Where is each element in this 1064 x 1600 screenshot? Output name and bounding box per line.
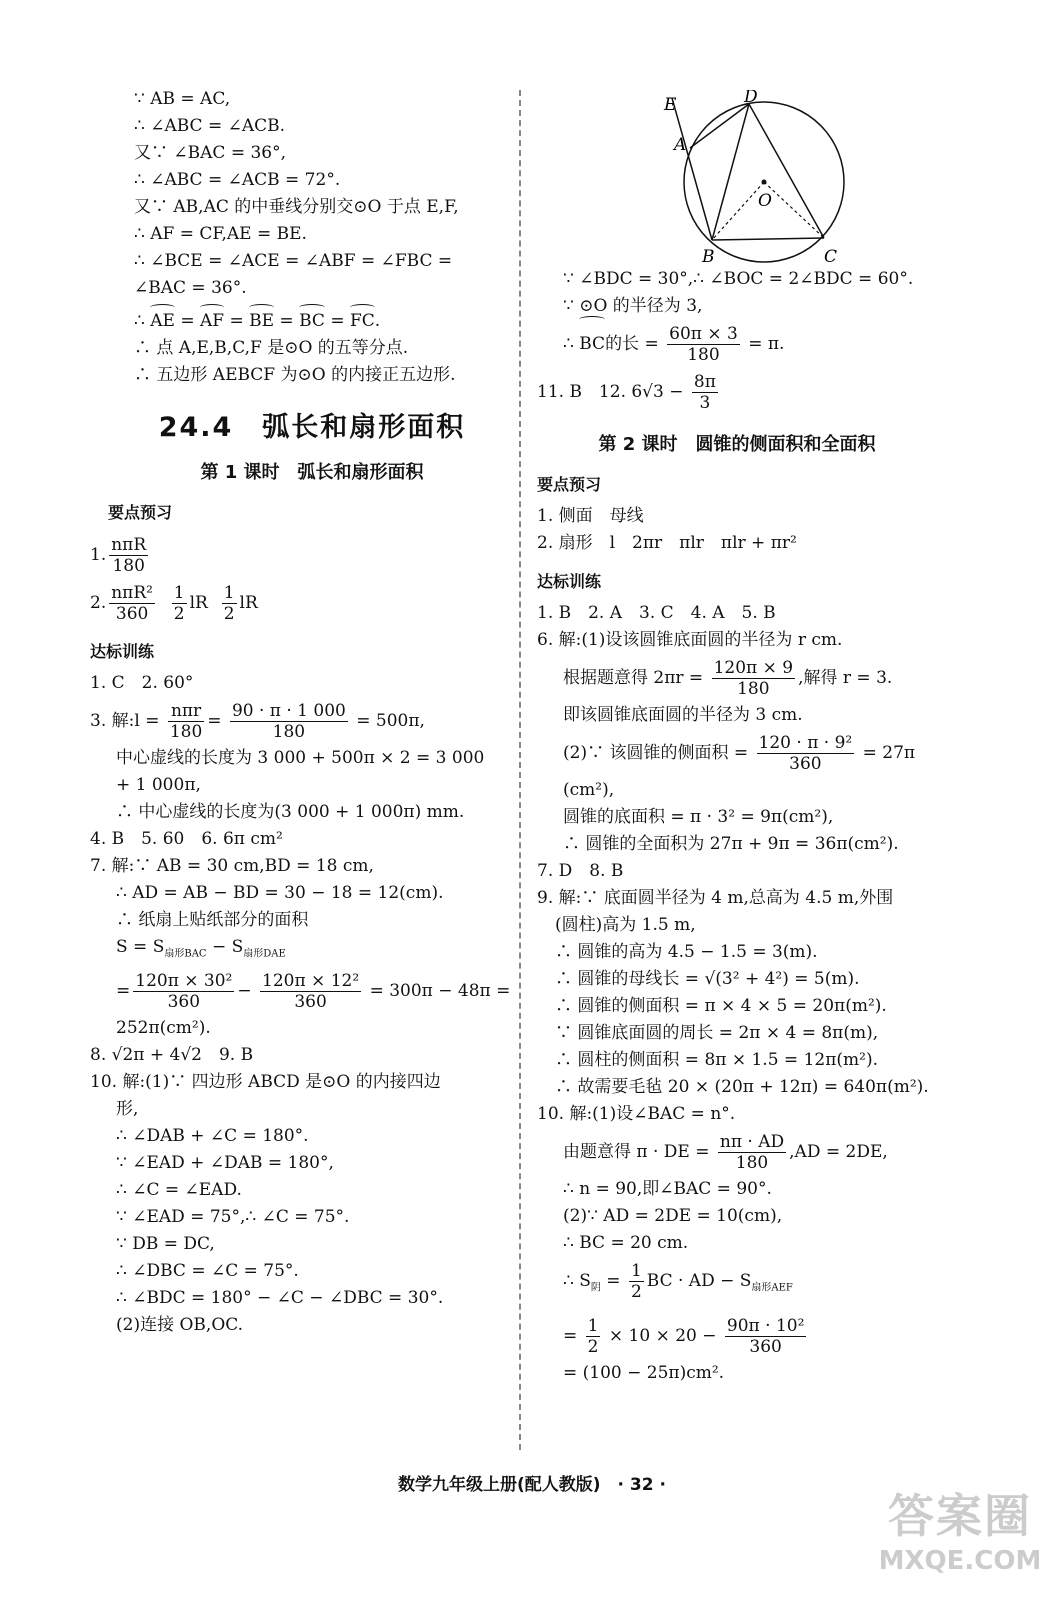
numerator: 120π × 12²	[262, 971, 360, 992]
text: ,解得 r = 3.	[798, 668, 893, 688]
text-line: 中心虚线的长度为 3 000 + 500π × 2 = 3 000	[116, 748, 485, 768]
text-line: ∵ 圆锥底面圆的周长 = 2π × 4 = 8π(m),	[555, 1023, 879, 1043]
answer-line: 7. 解:∵ AB = 30 cm,BD = 18 cm,	[90, 856, 374, 876]
text-line: = (100 − 25π)cm².	[563, 1363, 725, 1384]
text: 11. B 12. 6√3 −	[537, 382, 684, 402]
text: 的长 =	[605, 334, 659, 354]
denominator: 2	[630, 1282, 642, 1302]
numerator: 60π × 3	[669, 324, 738, 344]
arc-bc: BC	[299, 308, 325, 335]
text-line: 10. 解:(1)设∠BAC = n°.	[537, 1104, 736, 1124]
text-line: 252π(cm²).	[116, 1018, 211, 1039]
denominator: 360	[115, 604, 149, 624]
text: = 500π,	[356, 711, 425, 731]
circle-figure	[652, 90, 912, 266]
text: =	[600, 1271, 621, 1291]
fraction	[718, 1132, 786, 1173]
fraction	[109, 583, 155, 624]
numerator: 120π × 9	[713, 658, 794, 678]
arc-fc: FC	[350, 308, 375, 335]
center-point	[762, 180, 767, 185]
subscript: 阴	[590, 1282, 601, 1294]
text-line: ∴ ∠DAB + ∠C = 180°.	[116, 1126, 309, 1147]
heading-training: 达标训练	[90, 642, 155, 661]
arc-equality-line: ∴ AE = AF = BE = BC = FC.	[116, 308, 508, 335]
line-bc	[712, 238, 824, 240]
term: lR	[239, 593, 258, 613]
arc-length-line	[537, 320, 937, 368]
answer-11-12	[537, 368, 937, 416]
text-line: ∴ AF = CF,AE = BE.	[134, 224, 307, 244]
denominator: 180	[112, 556, 145, 576]
numerator: 1	[223, 583, 235, 603]
heading-training: 达标训练	[537, 572, 602, 591]
text-line: 形,	[116, 1099, 139, 1120]
denominator: 2	[223, 604, 235, 624]
left-column	[90, 86, 511, 1339]
numerator: 120 · π · 9²	[758, 733, 853, 753]
denominator: 180	[272, 722, 306, 742]
text-line: ∵ DB = DC,	[116, 1234, 215, 1255]
numerator: nπr	[168, 701, 204, 722]
text-line: ∴ 圆锥的全面积为 27π + 9π = 36π(cm²).	[563, 834, 899, 854]
numerator: 1	[630, 1261, 642, 1281]
denominator: 360	[294, 992, 327, 1013]
therefore-symbol: ∴	[134, 311, 145, 331]
text-line: + 1 000π,	[116, 775, 201, 795]
text-line: ∵ ∠EAD + ∠DAB = 180°,	[116, 1153, 334, 1174]
text-line: ∠BAC = 36°.	[134, 278, 247, 298]
fraction-half	[172, 583, 187, 624]
fraction	[692, 372, 718, 413]
numerator: 90π · 10²	[726, 1316, 805, 1337]
equation-line	[537, 729, 937, 777]
text-line: ∴ ∠BCE = ∠ACE = ∠ABF = ∠FBC =	[134, 251, 453, 271]
text-line: ∵ ∠EAD = 75°,∴ ∠C = 75°.	[116, 1207, 350, 1228]
answer-line: 4. B 5. 60 6. 6π cm²	[90, 829, 283, 849]
text-line: ∴ ∠C = ∠EAD.	[116, 1180, 242, 1201]
equation-line	[537, 654, 937, 702]
text: ∴ S	[563, 1271, 591, 1291]
text-line: (圆柱)高为 1.5 m,	[555, 915, 696, 935]
fraction	[230, 701, 348, 742]
text: =	[563, 1326, 578, 1347]
text-line: ∵ ⊙O 的半径为 3,	[563, 296, 703, 316]
text-line: ∴ n = 90,即∠BAC = 90°.	[563, 1179, 772, 1199]
label-a: A	[674, 135, 687, 155]
fraction	[757, 733, 855, 774]
arc-ae: AE	[150, 308, 175, 335]
label-o: O	[758, 191, 772, 211]
denominator: 180	[169, 722, 203, 742]
item-label: 1.	[90, 545, 107, 565]
text-line: 圆锥的底面积 = π · 3² = 9π(cm²),	[563, 807, 834, 827]
right-column	[537, 86, 937, 1387]
text-line: (2)连接 OB,OC.	[116, 1315, 244, 1336]
text-line: 1. B 2. A 3. C 4. A 5. B	[537, 603, 776, 623]
denominator: 2	[587, 1337, 599, 1358]
text-line: ∴ 圆柱的侧面积 = 8π × 1.5 = 12π(m²).	[555, 1050, 878, 1070]
text-line: ∴ ∠ABC = ∠ACB.	[134, 116, 286, 136]
answer-3: 3. 解:l = $\frac{\text{nπr}}{180}$ = $\frac{90 \cdot \pi \cdot 1 000}{180}$ = 500π,	[90, 701, 425, 742]
subscript: 扇形DAE	[243, 948, 286, 960]
text-line: 又∵ AB,AC 的中垂线分别交⊙O 于点 E,F,	[134, 197, 459, 217]
subscript: 扇形BAC	[164, 948, 207, 960]
fraction-half	[222, 583, 237, 624]
denominator: 180	[737, 679, 770, 699]
answer-line: 1. C 2. 60°	[90, 673, 194, 693]
fraction	[109, 535, 148, 576]
text-line: ∴ ∠BDC = 180° − ∠C − ∠DBC = 30°.	[116, 1288, 444, 1309]
text-line: ∴ 五边形 AEBCF 为⊙O 的内接正五边形.	[134, 365, 456, 385]
heading-preview: 要点预习	[108, 503, 173, 522]
lesson-title: 第 1 课时 弧长和扇形面积	[200, 462, 424, 483]
denominator: 3	[699, 393, 711, 413]
text: = 27π	[862, 743, 916, 763]
preview-item-2	[90, 579, 508, 627]
fraction	[667, 324, 740, 365]
text: (2)∵ 该圆锥的侧面积 =	[563, 743, 749, 763]
lesson-title: 第 2 课时 圆锥的侧面积和全面积	[598, 434, 876, 455]
arc-af: AF	[200, 308, 224, 335]
text-line: 6. 解:(1)设该圆锥底面圆的半径为 r cm.	[537, 630, 843, 650]
answer-line: 10. 解:(1)∵ 四边形 ABCD 是⊙O 的内接四边	[90, 1072, 441, 1093]
numerator: nπR²	[111, 583, 153, 603]
denominator: 2	[173, 604, 185, 624]
watermark-url: MXQE.COM	[878, 1546, 1042, 1576]
watermark-text: 答案圈	[888, 1489, 1032, 1543]
text-line: ∴ 圆锥的侧面积 = π × 4 × 5 = 20π(m²).	[555, 996, 887, 1016]
text: S = S	[116, 937, 165, 957]
equation-line	[537, 1128, 937, 1176]
area-formula	[116, 934, 508, 967]
text-line: ∴ ∠DBC = ∠C = 75°.	[116, 1261, 299, 1282]
arc-bc: BC	[579, 320, 605, 368]
label-e: E	[664, 95, 677, 115]
text: 由题意得 π · DE =	[563, 1142, 710, 1162]
line-dc	[749, 104, 824, 238]
text: BC · AD − S	[646, 1271, 752, 1291]
text-line: ∴ 圆锥的高为 4.5 − 1.5 = 3(m).	[555, 942, 818, 962]
text: 根据题意得 2πr =	[563, 668, 704, 688]
text-line: ∴ 中心虚线的长度为(3 000 + 1 000π) mm.	[116, 802, 465, 822]
text-line: 9. 解:∵ 底面圆半径为 4 m,总高为 4.5 m,外围	[537, 888, 894, 908]
text-line: 2. 扇形 l 2πr πlr πlr + πr²	[537, 533, 797, 553]
text-line: ∴ BC = 20 cm.	[563, 1233, 689, 1253]
text: × 10 × 20 −	[608, 1326, 717, 1347]
watermark-logo	[870, 1480, 1050, 1576]
fraction	[168, 701, 204, 742]
section-title: 24.4 弧长和扇形面积	[158, 412, 466, 443]
item-label: 2.	[90, 593, 107, 613]
text-line: 7. D 8. B	[537, 861, 624, 881]
label-d: D	[744, 90, 758, 107]
fraction	[133, 971, 234, 1012]
fraction	[260, 971, 361, 1012]
numerator: 120π × 30²	[135, 971, 233, 992]
shaded-area-calc	[537, 1312, 937, 1360]
denominator: 360	[167, 992, 201, 1013]
heading-preview: 要点预习	[537, 475, 602, 494]
text-line: ∴ 点 A,E,B,C,F 是⊙O 的五等分点.	[134, 338, 409, 358]
text-line: ∴ 故需要毛毡 20 × (20π + 12π) = 640π(m²).	[555, 1077, 929, 1097]
text-line: 又∵ ∠BAC = 36°,	[134, 143, 287, 163]
text-line: ∴ 圆锥的母线长 = √(3² + 4²) = 5(m).	[555, 969, 860, 989]
term: lR	[189, 593, 208, 613]
preview-item-1	[90, 531, 508, 579]
denominator: 180	[735, 1153, 769, 1173]
numerator: 8π	[693, 372, 716, 392]
line-eb	[672, 98, 712, 240]
text: − S	[206, 937, 244, 957]
label-c: C	[824, 247, 838, 266]
text-line: 1. 侧面 母线	[537, 506, 644, 526]
numerator: nπR	[111, 535, 147, 555]
text-line: ∵ AB = AC,	[134, 89, 231, 109]
denominator: 360	[789, 754, 822, 774]
page-footer: 数学九年级上册(配人教版) · 32 ·	[398, 1475, 666, 1495]
line-oc	[764, 182, 824, 238]
area-calc: = $\frac{\text{120π × 30²}}{360}$ − $\frac{\text{120π × 12²}}{360}$ = 300π − 48π =	[116, 971, 511, 1013]
numerator: nπ · AD	[719, 1132, 785, 1152]
text-line: ∴ 纸扇上贴纸部分的面积	[116, 910, 309, 930]
subscript: 扇形AEF	[751, 1282, 793, 1294]
fraction	[725, 1316, 806, 1357]
fraction-half	[629, 1261, 644, 1302]
column-divider	[519, 90, 521, 1450]
numerator: 90 · π · 1 000	[231, 701, 346, 721]
denominator: 360	[749, 1337, 782, 1358]
numerator: 1	[587, 1316, 599, 1337]
answer-line: 8. √2π + 4√2 9. B	[90, 1045, 254, 1066]
text: ∴	[563, 334, 574, 354]
shaded-area-formula	[537, 1257, 937, 1312]
arc-be: BE	[249, 308, 274, 335]
text-line: ∴ AD = AB − BD = 30 − 18 = 12(cm).	[116, 883, 444, 903]
denominator: 180	[687, 345, 720, 365]
text: 3. 解:l =	[90, 711, 160, 731]
fraction-half	[586, 1316, 601, 1357]
text-line: ∴ ∠ABC = ∠ACB = 72°.	[134, 170, 341, 190]
numerator: 1	[173, 583, 185, 603]
text: ,AD = 2DE,	[789, 1142, 888, 1162]
text-line: (2)∵ AD = 2DE = 10(cm),	[563, 1206, 783, 1226]
text: = 300π − 48π =	[369, 981, 511, 1002]
text-line: (cm²),	[563, 780, 615, 800]
line-ad	[690, 104, 749, 148]
label-b: B	[702, 247, 715, 266]
text: = π.	[748, 334, 785, 354]
text-line: ∵ ∠BDC = 30°,∴ ∠BOC = 2∠BDC = 60°.	[563, 269, 914, 289]
fraction	[712, 658, 796, 699]
text-line: 即该圆锥底面圆的半径为 3 cm.	[563, 705, 803, 725]
